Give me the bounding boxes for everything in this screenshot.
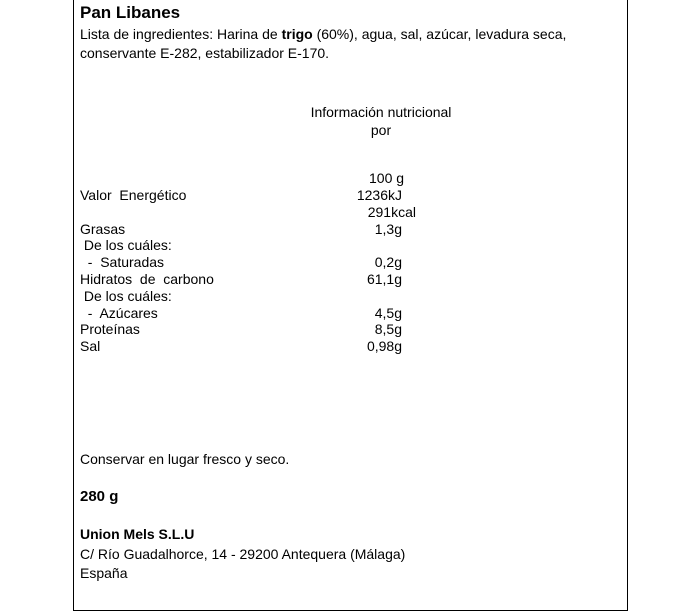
company-name: Union Mels S.L.U [80, 526, 195, 542]
nutrition-row-label: De los cuáles: [80, 288, 172, 304]
nutrition-row-label: Grasas [80, 221, 126, 237]
nutrition-row-value: 0,98g [366, 338, 402, 354]
nutrition-row-value: 8,5g [374, 321, 402, 337]
nutrition-row-label: Hidratos de carbono [80, 271, 214, 287]
nutrition-row-label: De los cuáles: [80, 237, 172, 253]
nutrition-per-amount: 100 g [369, 170, 405, 186]
net-weight: 280 g [80, 488, 119, 505]
nutrition-header-line-1: Información nutricional [310, 104, 452, 120]
nutrition-row-value: 61,1g [366, 271, 402, 287]
nutrition-row-label: - Azúcares [80, 305, 158, 321]
ingredients-allergen: trigo [281, 26, 313, 42]
nutrition-row-label: Sal [80, 338, 101, 354]
product-title: Pan Libanes [80, 3, 181, 22]
nutrition-row-label: - Saturadas [80, 254, 165, 270]
company-country: España [80, 565, 128, 581]
ingredients-prefix: Lista de ingredientes: Harina de [80, 26, 282, 42]
nutrition-header-line-2: por [370, 122, 392, 138]
nutrition-row-value: 4,5g [374, 305, 402, 321]
nutrition-row-value: 291kcal [367, 204, 416, 220]
nutrition-row-value: 1236kJ [356, 187, 402, 203]
ingredients-suffix: (60%), agua, sal, azúcar, levadura seca, [312, 26, 567, 42]
ingredients-line-1 [80, 25, 566, 44]
storage-note: Conservar en lugar fresco y seco. [80, 451, 290, 467]
nutrition-row-label: Valor Energético [80, 187, 187, 203]
company-address: C/ Río Guadalhorce, 14 - 29200 Antequera (Málaga) [80, 546, 406, 562]
ingredients-line-2: conservante E-282, estabilizador E-170. [80, 45, 330, 61]
nutrition-row-label: Proteínas [80, 321, 140, 337]
nutrition-row-value: 1,3g [374, 221, 402, 237]
nutrition-row-value: 0,2g [374, 254, 402, 270]
